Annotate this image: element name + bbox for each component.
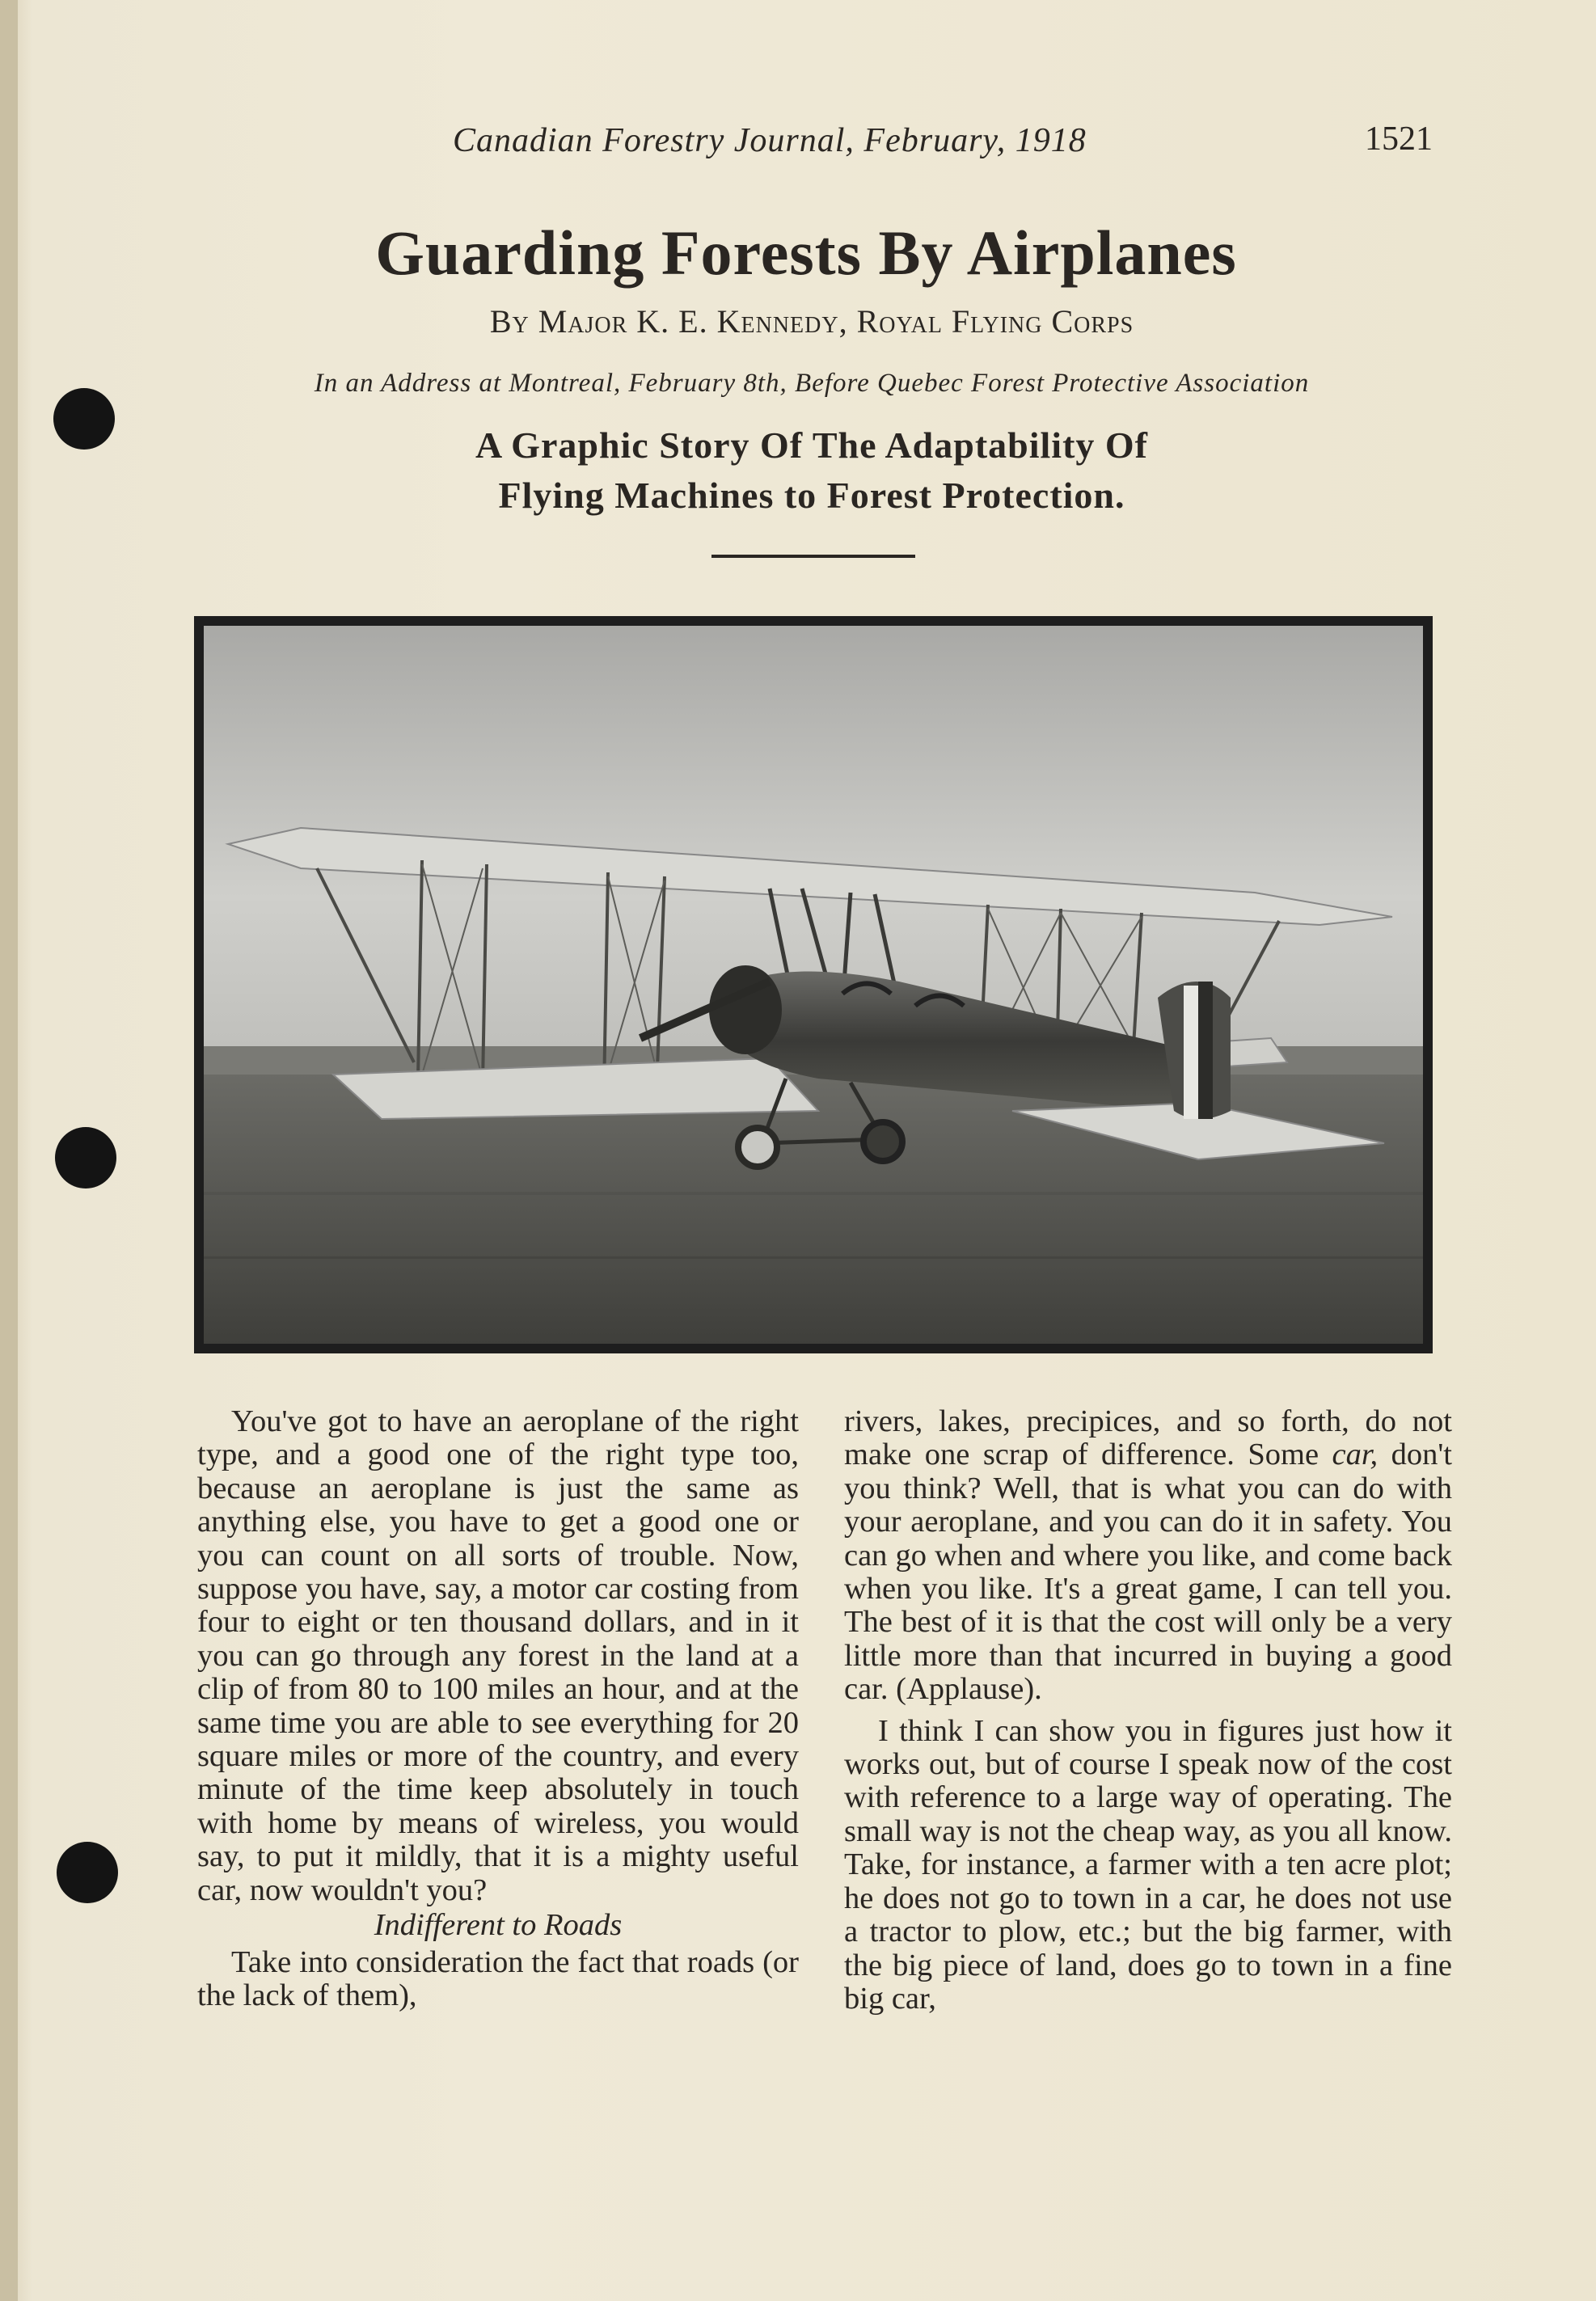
article-subtitle bbox=[0, 420, 1596, 521]
paragraph bbox=[844, 1405, 1452, 1707]
page-number: 1521 bbox=[1365, 120, 1433, 158]
biplane-illustration bbox=[204, 626, 1423, 1344]
punch-hole bbox=[57, 1842, 118, 1903]
section-subheading: Indifferent to Roads bbox=[374, 1908, 623, 1943]
wheel-right bbox=[863, 1122, 902, 1161]
punch-hole bbox=[55, 1127, 116, 1188]
subtitle-line-2: Flying Machines to Forest Protection. bbox=[498, 475, 1125, 516]
paragraph-text: don't you think? Well, that is what you can do with your aeroplane, and you can do it in safety. You can go when and where you like, and come back when you like. It's a great game, I can tell you. The best of it is that the cost will only be a very little more than that incurred in buying a good car. (Applause). bbox=[844, 1438, 1452, 1707]
text-column-left bbox=[197, 1405, 799, 2012]
paragraph: I think I can show you in figures just how it works out, but of course I speak now of the cost with reference to a large way of operating. The small way is not the cheap way, as you all know. Take, for instance, a farmer with a ten acre plot; he does not go to town in a car, he does not use a tractor to plow, etc.; but the big farmer, with the big piece of land, does go to town in a fine big car, bbox=[844, 1713, 1452, 2016]
text-column-right bbox=[844, 1405, 1452, 2016]
title-rule bbox=[711, 555, 915, 558]
engine-cowling bbox=[709, 965, 782, 1054]
article-occasion: In an Address at Montreal, February 8th, Before Quebec Forest Protective Association bbox=[314, 369, 1310, 398]
article-title: Guarding Forests By Airplanes bbox=[375, 217, 1237, 288]
emphasis-text: car, bbox=[1332, 1438, 1379, 1472]
article-byline: By Major K. E. Kennedy, Royal Flying Corps bbox=[489, 303, 1134, 340]
subtitle-line-1: A Graphic Story Of The Adaptability Of bbox=[475, 424, 1149, 466]
wheel-left bbox=[738, 1128, 777, 1167]
page-edge bbox=[0, 0, 18, 2301]
paragraph: Take into consideration the fact that roads (or the lack of them), bbox=[197, 1944, 799, 2012]
paragraph: You've got to have an aeroplane of the right type, and a good one of the right type too, because an aeroplane is just the same as anything else, you have to get a good one or you can count on all sorts of trouble. Now, suppose you have, say, a motor car costing from four to eight or ten thousand dollars, and in it you can go through any forest in the land at a clip of from 80 to 100 miles an hour, and at the same time you are able to see everything for 20 square miles or more of the country, and every minute of the time keep absolutely in touch with home by means of wireless, you would say, to put it mildly, that it is a mighty useful car, now wouldn't you? bbox=[197, 1404, 799, 1907]
running-header: Canadian Forestry Journal, February, 1918 bbox=[453, 122, 1087, 159]
paragraph-text: rivers, lakes, precipices, and so forth, do not make one scrap of difference. Some bbox=[844, 1404, 1452, 1472]
airplane-photo bbox=[194, 616, 1433, 1353]
